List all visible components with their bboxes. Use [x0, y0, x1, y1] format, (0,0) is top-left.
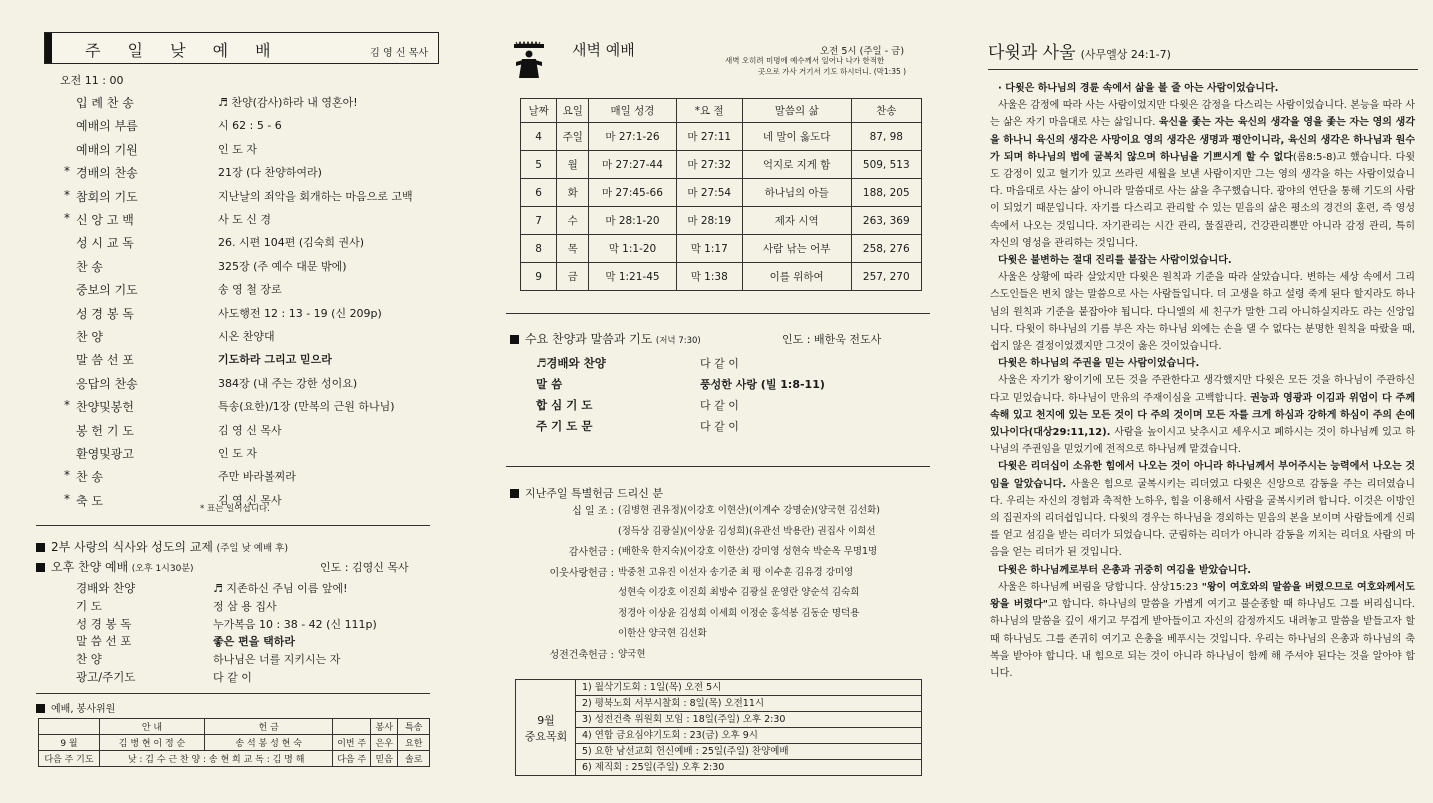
order-value: 사 도 신 경: [218, 213, 271, 226]
table-cell: 87, 98: [851, 123, 921, 151]
divider: [36, 525, 430, 526]
table-cell: 월: [557, 151, 589, 179]
table-row: 날짜 요일 매일 성경 *요 절 말씀의 삶 찬송: [521, 99, 922, 123]
wednesday-heading: 수요 찬양과 말씀과 기도 (저녁 7:30): [510, 330, 701, 347]
order-label: 찬 송: [76, 470, 103, 485]
table-row: [521, 207, 922, 235]
table-cell: 마 27:54: [676, 179, 742, 207]
table-cell: 마 28:1-20: [589, 207, 676, 235]
order-label: 신 앙 고 백: [76, 213, 134, 227]
order-label: 중보의 기도: [76, 283, 138, 298]
offering-names: 성현숙 이강호 이진희 최방수 김광실 운영란 양순석 김숙희: [618, 587, 860, 598]
paragraph-text: 고 합니다. 하나님의 말씀을 가볍게 여기고 불순종할 때 하나님도 그를 버리십니다. 하나님의 말씀을 깊이 새기고 무겁게 받아들이고 자신의 감정까지도 내려놓고 말씀을 받들고자 할 때 하나님도 그를 존귀히 여기고 은총을 베푸시는 것입니다. 우리는 하나님의 은총과 하나님의 축복을 받아야 합니다. 내 힘으로 되는 것이 아니라 하나님이 함께 해 주셔야 된다는 것을 알아야 합니다.: [990, 599, 1415, 679]
order-value: ♬ 지존하신 주님 이름 앞에!: [213, 582, 348, 595]
table-cell: 금: [557, 263, 589, 291]
table-cell: 258, 276: [851, 235, 921, 263]
scripture-quote: "왕이 여호와의 말씀을 버렸으므로 여호와께서도 왕을 버렸다": [990, 581, 1416, 611]
table-cell: 막 1:1-20: [589, 235, 676, 263]
table-row: 다음 주 기도 낮 : 김 수 근 찬 양 : 송 현 희 교 독 : 김 명 해 다음 주 믿음 솔로: [39, 751, 430, 767]
order-label: 봉 헌 기 도: [76, 423, 134, 438]
order-label: 경배와 찬양: [76, 581, 136, 595]
duty-heading: 예배, 봉사위원: [36, 700, 115, 715]
table-cell: 마 27:11: [676, 123, 742, 151]
paragraph-text: 사울은 상황에 따라 살았지만 다윗은 원칙과 기준을 따라 살았습니다. 변하는 세상 속에서 그리스도인들은 변치 않는 말씀으로 사는 사람들입니다. 더 고생을 하고 설령 죽게 된다 할지라도 하나님의 원칙과 기준을 붙잡아야 됩니다. 다니엘의 세 친구가 말한 그리 아니하실지라도 라는 신앙입니다. 다윗이 하나님의 기름 부은 자는 하나님 외에는 손을 댈 수 없다는 분명한 원칙을 따랐을 때, 쉽지 않은 결정이었겠지만 그것이 옳은 것이었습니다.: [990, 272, 1415, 353]
order-label: 환영및광고: [76, 447, 134, 461]
table-cell: 509, 513: [851, 151, 921, 179]
order-value: 김 영 신 목사: [218, 493, 282, 507]
table-cell: 막 1:38: [676, 263, 742, 291]
order-value: 다 같 이: [700, 357, 739, 370]
offering-label: 성전건축헌금 :: [549, 649, 614, 661]
dawn-title: 새벽 예배: [572, 41, 635, 59]
square-bullet-icon: [510, 489, 519, 498]
afternoon-heading: 오후 찬양 예배 (오후 1시30분): [36, 558, 194, 575]
table-cell: 7: [521, 207, 557, 235]
order-value: 하나님은 너를 지키시는 자: [213, 653, 341, 667]
table-cell: 9: [521, 263, 557, 291]
sunday-title: 주 일 낮 예 배: [85, 41, 282, 60]
order-value: 사도행전 12 : 13 - 19 (신 209p): [218, 306, 382, 320]
order-label: 예배의 기원: [76, 142, 138, 157]
wednesday-leader: 인도 : 배한욱 전도사: [782, 333, 882, 346]
standing-mark: *: [64, 211, 70, 225]
table-cell: 억지로 지게 함: [742, 151, 851, 179]
paragraph-text: 사울은 감정에 따라 사는 사람이었지만 다윗은 감정을 다스리는 사람이었습니다. 본능을 따라 사는 삶은 자기 마음대로 사는 삶입니다.: [990, 100, 1415, 129]
order-label: 참회의 기도: [76, 189, 138, 204]
sermon-point-2: 다윗은 불변하는 절대 진리를 붙잡는 사람이었습니다.: [998, 255, 1232, 267]
order-value: 384장 (내 주는 강한 성이요): [218, 376, 358, 390]
order-label: 말 씀 선 포: [76, 634, 132, 649]
table-row: 9 월 김 병 현 이 정 순 송 석 봉 성 현 숙 이번 주 은우 요한: [39, 735, 430, 751]
order-label: 예배의 부름: [76, 119, 138, 134]
paragraph-text: 사울은 하나님께 버림을 당합니다. 삼상15:23: [998, 581, 1202, 593]
standing-mark: *: [64, 187, 70, 202]
standing-footnote: * 표는 일어섭니다.: [200, 504, 270, 514]
paragraph-text: (롬8:5-8)고 했습니다. 다윗도 감정이 있고 혈기가 있고 쓰라린 세월을 보낸 사람이지만 그는 영의 생각을 하는 사람이었습니다. 마음대로 사는 삶이 아니라 말씀대로 사는 삶을 추구했습니다. 광야의 연단을 통해 기도의 사람이 되었기 때문입니다. 자기를 다스리고 관리할 수 있는 믿음의 삶은 평소의 경건의 훈련, 즉 영성 속에서 나오는 것입니다. 자기관리는 시간 관리, 물질관리, 건강관리뿐만 아니라 감정 관리, 특히 자신의 영성을 관리하는 것입니다.: [990, 151, 1416, 249]
sunday-header: [44, 32, 439, 64]
header-bar: [45, 33, 52, 63]
sermon-point-4: 다윗은 리더십이 소유한 힘에서 나오는 것이 아니라 하나님께서 부어주시는 능력에서 나오는 것임을 알았습니다.: [990, 461, 1415, 490]
table-cell: 5: [521, 151, 557, 179]
order-value: 특송(요한)/1장 (만복의 근원 하나님): [218, 400, 395, 414]
dawn-verse-line2: 곳으로 가사 거기서 기도 하시더니. (막1:35 ): [758, 67, 907, 76]
paragraph-text: 사울은 자기가 왕이기에 모든 것을 주관한다고 생각했지만 다윗은 모든 것을 하나님이 주관하신다고 믿었습니다. 하나님이 만유의 주재이심을 고백합니다.: [990, 375, 1415, 404]
table-cell: 마 27:32: [676, 151, 742, 179]
order-value: ♬ 찬양(감사)하라 내 영혼아!: [218, 96, 358, 109]
order-label: 찬 양: [76, 652, 102, 667]
order-label: 말 씀: [536, 377, 563, 391]
table-cell: 제자 시역: [742, 207, 851, 235]
table-cell: 263, 369: [851, 207, 921, 235]
table-cell: 마 27:45-66: [589, 179, 676, 207]
offering-label: 십 일 조 :: [572, 506, 614, 517]
dawn-verse-line1: 새벽 오히려 미명에 예수께서 일어나 나가 한적한: [725, 56, 885, 65]
order-label: ♬경배와 찬양: [536, 356, 606, 370]
order-label: 찬 양: [76, 330, 103, 344]
standing-mark: *: [64, 468, 70, 483]
order-label: 찬 송: [76, 259, 103, 274]
order-label: 성 시 교 독: [76, 236, 134, 251]
order-label: 광고/주기도: [76, 670, 136, 684]
order-value: 인 도 자: [218, 447, 257, 460]
scripture-quote: 권능과 영광과 이김과 위엄이 다 주께 속해 있고 천지에 있는 모든 것이 다 주의 것이며 모든 자를 크게 하심과 강하게 하심이 주의 손에 있나이다(대상29:11,12).: [990, 392, 1415, 439]
order-value: 지난날의 죄악을 회개하는 마음으로 고백: [218, 189, 413, 203]
table-cell: 188, 205: [851, 179, 921, 207]
dawn-schedule-table: [520, 98, 922, 291]
table-cell: 마 27:27-44: [589, 151, 676, 179]
table-row: [521, 235, 922, 263]
order-label: 말 씀 선 포: [76, 353, 134, 368]
sunday-time: 오전 11 : 00: [60, 74, 124, 87]
meetings-label: 중요목회: [524, 730, 568, 743]
sermon-point-1: · 다윗은 하나님의 경륜 속에서 삶을 볼 줄 아는 사람이었습니다.: [998, 83, 1279, 94]
order-value: 송 영 철 장로: [218, 283, 282, 297]
part2-heading: 2부 사랑의 식사와 성도의 교제 (주일 낮 예배 후): [36, 538, 288, 555]
order-value: 주만 바라볼찌라: [218, 470, 296, 484]
order-value: 김 영 신 목사: [218, 423, 282, 437]
order-value: 325장 (주 예수 대문 밖에): [218, 259, 347, 273]
list-item: 1) 월삭기도회 : 1일(목) 오전 5시: [576, 680, 921, 696]
offering-names: 이한산 양국현 김선화: [618, 628, 707, 639]
table-row: [521, 151, 922, 179]
table-cell: 사람 낚는 어부: [742, 235, 851, 263]
square-bullet-icon: [36, 563, 45, 572]
order-value: 시온 찬양대: [218, 330, 275, 343]
table-row: [521, 179, 922, 207]
table-cell: 이를 위하여: [742, 263, 851, 291]
table-cell: 주일: [557, 123, 589, 151]
order-value: 시 62 : 5 - 6: [218, 119, 282, 133]
table-cell: 마 27:1-26: [589, 123, 676, 151]
scripture-quote: 육신을 좇는 자는 육신의 생각을 영을 좇는 자는 영의 생각을 하나니 육신의 생각은 사망이요 영의 생각은 생명과 평안이니라, 육신의 생각은 하나님과 원수가 되며 하나님의 법에 굴복치 않으며 하나님을 기쁘시게 할 수 없다: [990, 117, 1416, 163]
table-cell: 막 1:17: [676, 235, 742, 263]
order-value: 다 같 이: [213, 671, 252, 684]
sermon-reference: (사무엘상 24:1-7): [1080, 48, 1171, 61]
table-cell: 목: [557, 235, 589, 263]
list-item: 6) 제직회 : 25일(주일) 오후 2:30: [582, 762, 725, 773]
order-value: 26. 시편 104편 (김숙희 권사): [218, 236, 365, 250]
duty-table: [38, 718, 430, 767]
offering-names: (김병현 권유정)(이강호 이현산)(이계수 강명순)(양국현 김선화): [618, 505, 880, 516]
list-item: 4) 연합 금요심야기도회 : 23(금) 오후 9시: [576, 728, 921, 744]
offering-names: 양국현: [618, 648, 646, 660]
offering-names: (정득상 김광실)(이상윤 김성희)(유관선 박용란) 권집사 이희선: [618, 525, 876, 537]
offering-names: 박중천 고유진 이선자 송기준 최 평 이수훈 김유경 강미영: [618, 566, 854, 578]
square-bullet-icon: [36, 543, 45, 552]
order-value: 좋은 편을 택하라: [213, 635, 296, 649]
table-row: [521, 123, 922, 151]
sermon-body: [990, 80, 1415, 682]
square-bullet-icon: [36, 704, 45, 713]
sunday-column: [0, 0, 470, 803]
order-label: 찬양및봉헌: [76, 400, 134, 415]
order-label: 합 심 기 도: [536, 398, 593, 412]
sunday-preacher: 김 영 신 목사: [370, 48, 428, 59]
table-row: [521, 263, 922, 291]
list-item: 5) 요한 남선교회 헌신예배 : 25일(주일) 찬양예배: [576, 744, 921, 760]
praying-figure-icon: [512, 40, 546, 80]
divider: [506, 313, 930, 314]
table-cell: 막 1:21-45: [589, 263, 676, 291]
table-cell: 화: [557, 179, 589, 207]
order-label: 기 도: [76, 598, 102, 613]
order-value: 21장 (다 찬양하여라): [218, 166, 322, 180]
sermon-header: [988, 38, 1418, 70]
paragraph-text: 사울은 힘으로 굴복시키는 리더였고 다윗은 신앙으로 감동을 주는 리더였습니다. 우리는 자신의 경험과 축적한 노하우, 힘을 이용해서 사람을 굴복시키려 합니다. 이것은 이방인의 집권자의 리더쉽입니다. 다윗의 경우는 하나님을 경외하는 믿음의 본을 보이며 사람들에게 신뢰를 얻고 섬김을 받는 리더가 되었습니다. 군림하는 리더가 아니라 감동을 끼치는 리더요 사람의 마음을 얻는 리더가 된 것입니다.: [990, 478, 1415, 559]
meetings-label-cell: [516, 680, 576, 775]
table-cell: 하나님의 아들: [742, 179, 851, 207]
order-label: 입 례 찬 송: [76, 96, 134, 110]
order-label: 응답의 찬송: [76, 376, 138, 391]
square-bullet-icon: [510, 335, 519, 344]
meetings-box: [515, 679, 922, 776]
dawn-time: 오전 5시 (주일 - 금): [820, 46, 905, 57]
table-row: 안 내 헌 금 봉사 특송: [39, 719, 430, 735]
divider: [506, 466, 930, 467]
order-label: 주 기 도 문: [536, 419, 593, 433]
offering-heading: 지난주일 특별헌금 드리신 분: [510, 485, 663, 501]
sermon-point-5: 다윗은 하나님께로부터 은총과 귀중히 여김을 받았습니다.: [998, 564, 1252, 576]
meetings-items: [576, 680, 921, 776]
offering-names: 정경아 이상윤 김성희 이세희 이정순 홍석봉 김동순 명덕용: [618, 607, 860, 619]
afternoon-leader: 인도 : 김영신 목사: [320, 561, 409, 574]
order-value: 다 같 이: [700, 420, 739, 433]
order-value: 누가복음 10 : 38 - 42 (신 111p): [213, 617, 377, 631]
order-value: 풍성한 사랑 (빌 1:8-11): [700, 378, 825, 391]
order-value: 다 같 이: [700, 399, 739, 412]
table-cell: 네 말이 옳도다: [742, 123, 851, 151]
sermon-title: 다윗과 사울: [988, 43, 1076, 63]
table-cell: 4: [521, 123, 557, 151]
table-cell: 8: [521, 235, 557, 263]
sermon-column: [960, 0, 1433, 803]
standing-mark: *: [64, 491, 70, 506]
offering-label: 감사헌금 :: [568, 547, 614, 558]
order-value: 인 도 자: [218, 142, 257, 156]
offering-label: 이웃사랑헌금 :: [549, 567, 614, 579]
standing-mark: *: [64, 164, 70, 179]
meetings-month: 9월: [537, 714, 555, 727]
dawn-column: [470, 0, 940, 803]
sermon-point-3: 다윗은 하나님의 주권을 믿는 사람이었습니다.: [998, 358, 1200, 370]
order-label: 경배의 찬송: [76, 166, 138, 181]
divider: [36, 693, 430, 694]
paragraph-text: 사람을 높이시고 낮추시고 세우시고 폐하시는 것이 하나님께 있고 하나님의 주권임을 믿었기에 전적으로 하나님께 맡겼습니다.: [990, 427, 1415, 456]
offering-names: (배한욱 한지숙)(이강호 이한산) 강미영 성현숙 박순옥 무명1명: [618, 546, 878, 557]
table-cell: 수: [557, 207, 589, 235]
table-cell: 257, 270: [851, 263, 921, 291]
table-cell: 마 28:19: [676, 207, 742, 235]
order-label: 성 경 봉 독: [76, 306, 134, 321]
order-label: 성 경 봉 독: [76, 616, 132, 631]
order-label: 축 도: [76, 493, 103, 508]
list-item: 2) 평북노회 서부시찰회 : 8일(목) 오전11시: [576, 696, 921, 712]
order-value: 기도하라 그리고 믿으라: [218, 353, 332, 367]
order-value: 정 삼 용 집사: [213, 599, 277, 613]
table-cell: 6: [521, 179, 557, 207]
standing-mark: *: [64, 398, 70, 413]
list-item: 3) 성전건축 위원회 모임 : 18일(주일) 오후 2:30: [576, 712, 921, 728]
